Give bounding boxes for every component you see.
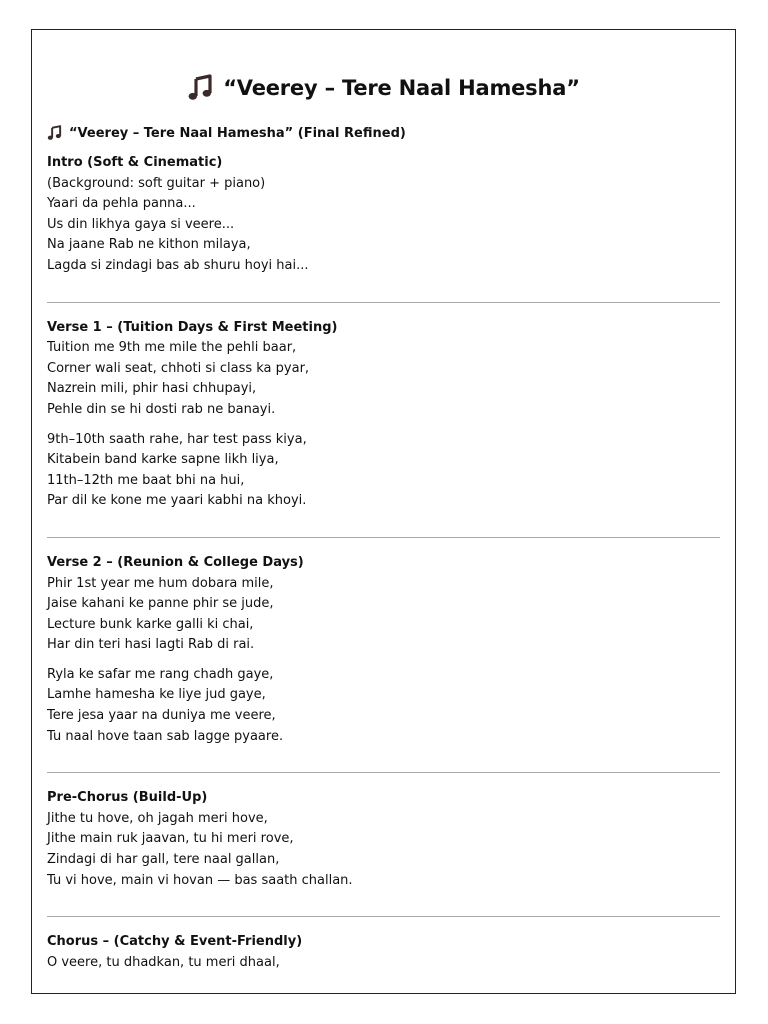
stanza bbox=[47, 430, 720, 512]
stanza bbox=[47, 953, 720, 974]
lyrics-content bbox=[47, 122, 720, 973]
lyric-line: Tu naal hove taan sab lagge pyaare. bbox=[47, 728, 284, 744]
lyrics-section bbox=[47, 153, 720, 277]
section-divider bbox=[47, 916, 720, 917]
lyric-line: Jaise kahani ke panne phir se jude, bbox=[47, 596, 274, 612]
lyric-line: Par dil ke kone me yaari kabhi na khoyi. bbox=[47, 493, 307, 509]
lyric-line: (Background: soft guitar + piano) bbox=[47, 175, 266, 191]
lyric-line: Tuition me 9th me mile the pehli baar, bbox=[47, 340, 297, 356]
lyric-line: Us din likhya gaya si veere... bbox=[47, 216, 235, 232]
document-page bbox=[31, 29, 736, 994]
lyric-line: Zindagi di har gall, tere naal gallan, bbox=[47, 852, 280, 868]
stanza bbox=[47, 665, 720, 747]
section-divider bbox=[47, 302, 720, 303]
lyric-line: Jithe main ruk jaavan, tu hi meri rove, bbox=[47, 831, 294, 847]
lyric-line: Har din teri hasi lagti Rab di rai. bbox=[47, 637, 255, 653]
section-divider bbox=[47, 772, 720, 773]
lyrics-section bbox=[47, 553, 720, 747]
lyric-line: Tu vi hove, main vi hovan — bas saath challan. bbox=[47, 872, 353, 888]
stanza bbox=[47, 174, 720, 277]
lyric-line: Na jaane Rab ne kithon milaya, bbox=[47, 237, 251, 253]
stanza bbox=[47, 574, 720, 656]
document-title: “Veerey – Tere Naal Hamesha” bbox=[223, 76, 580, 100]
lyric-line: Tere jesa yaar na duniya me veere, bbox=[47, 708, 276, 724]
stanza bbox=[47, 338, 720, 420]
section-heading: Pre-Chorus (Build-Up) bbox=[47, 790, 208, 806]
lyric-line: 11th–12th me baat bhi na hui, bbox=[47, 472, 245, 488]
lyric-line: Lamhe hamesha ke liye jud gaye, bbox=[47, 687, 266, 703]
lyric-line: Phir 1st year me hum dobara mile, bbox=[47, 575, 274, 591]
musical-note-icon bbox=[47, 125, 63, 141]
lyric-line: Jithe tu hove, oh jagah meri hove, bbox=[47, 810, 268, 826]
lyric-line: Corner wali seat, chhoti si class ka pyar, bbox=[47, 360, 310, 376]
section-heading: Verse 1 – (Tuition Days & First Meeting) bbox=[47, 319, 338, 335]
lyric-line: Lecture bunk karke galli ki chai, bbox=[47, 616, 254, 632]
document-subtitle: “Veerey – Tere Naal Hamesha” (Final Refined) bbox=[69, 125, 406, 141]
lyrics-section bbox=[47, 932, 720, 973]
lyric-line: O veere, tu dhadkan, tu meri dhaal, bbox=[47, 954, 280, 970]
lyric-line: Ryla ke safar me rang chadh gaye, bbox=[47, 666, 274, 682]
lyric-line: Pehle din se hi dosti rab ne banayi. bbox=[47, 401, 276, 417]
section-heading: Chorus – (Catchy & Event-Friendly) bbox=[47, 934, 303, 950]
lyrics-section bbox=[47, 788, 720, 891]
lyric-line: 9th–10th saath rahe, har test pass kiya, bbox=[47, 431, 307, 447]
lyric-line: Yaari da pehla panna... bbox=[47, 196, 196, 212]
stanza bbox=[47, 809, 720, 891]
section-heading: Intro (Soft & Cinematic) bbox=[47, 155, 223, 170]
document-title-row bbox=[32, 74, 735, 102]
section-divider bbox=[47, 537, 720, 538]
document-subtitle-row bbox=[47, 122, 720, 144]
lyric-line: Lagda si zindagi bas ab shuru hoyi hai... bbox=[47, 257, 309, 273]
musical-note-icon bbox=[187, 74, 215, 102]
section-heading: Verse 2 – (Reunion & College Days) bbox=[47, 554, 304, 570]
lyric-line: Nazrein mili, phir hasi chhupayi, bbox=[47, 381, 257, 397]
lyric-line: Kitabein band karke sapne likh liya, bbox=[47, 452, 279, 468]
lyrics-section bbox=[47, 318, 720, 512]
